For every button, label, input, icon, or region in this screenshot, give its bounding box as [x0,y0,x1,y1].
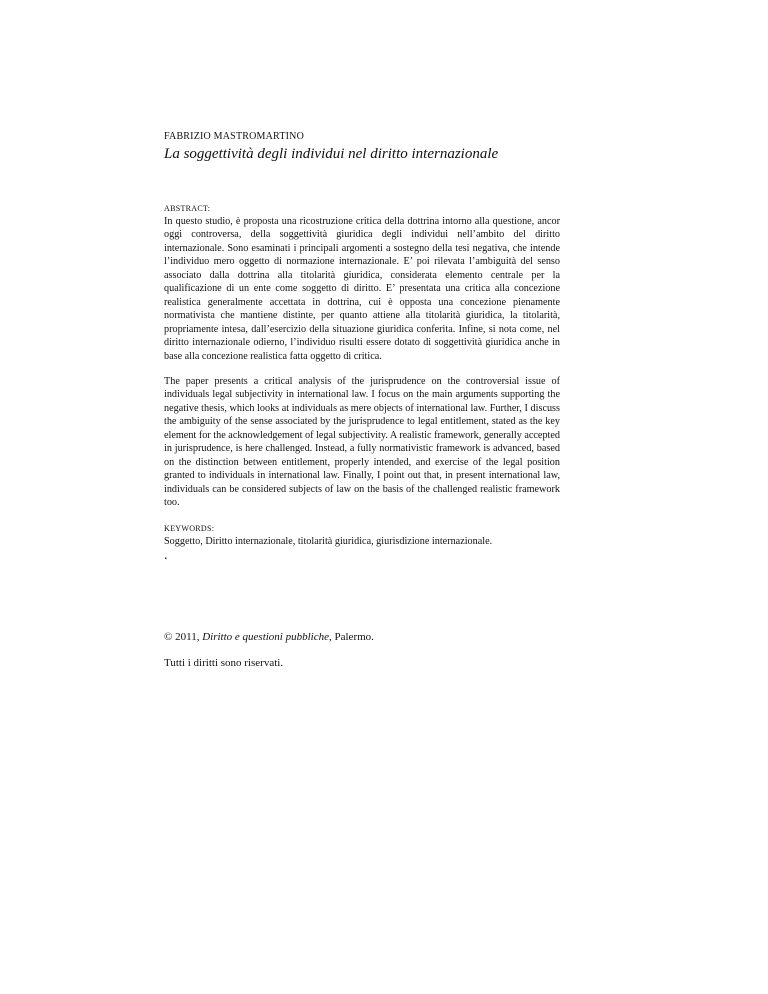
abstract-english: The paper presents a critical analysis of the jurisprudence on the controversial issue of individuals legal subjectivity in international law. I focus on the main arguments supporting the negative thesis, which looks at individuals as mere objects of international law. Further, I discuss the ambiguity of the sense associated by the jurisprudence to legal entitlement, stated as the key element for the acknowledgement of legal subjectivity. A realistic framework, generally accepted in jurisprudence, is here challenged. Instead, a fully normativistic framework is advanced, based on the distinction between entitlement, properly intended, and exercise of the legal position granted to individuals in international law. Finally, I point out that, in present international law, individuals can be considered subjects of law on the basis of the challenged realistic framework too. [164,375,560,509]
keywords-text: Soggetto, Diritto internazionale, titolarità giuridica, giurisdizione internazionale. [164,535,493,547]
article-title: La soggettività degli individui nel diritto internazionale [164,146,499,162]
copyright-suffix: , Palermo. [329,630,374,643]
rights-notice: Tutti i diritti sono riservati. [164,656,284,669]
journal-name: Diritto e questioni pubbliche [202,630,329,643]
abstract-label: ABSTRACT: [164,204,211,213]
stray-mark: . [164,547,168,563]
article-front-page [164,130,560,670]
keywords-label: KEYWORDS: [164,523,215,533]
copyright-line [164,630,560,644]
abstract-italian: In questo studio, è proposta una ricostruzione critica della dottrina intorno alla questione, ancor oggi controversa, della soggettività giuridica degli individui nell’ambito del diritto internazionale. Sono esaminati i principali argomenti a sostegno della tesi negativa, che intende l’individuo mero oggetto di normazione internazionale. E’ poi rilevata l’ambiguità del senso associato dalla dottrina alla titolarità giuridica, considerata elemento centrale per la qualificazione di un ente come soggetto di diritto. E’ presentata una critica alla concezione realistica generalmente accettata in dottrina, cui è opposta una concezione pienamente normativista che mantiene distinte, per quanto attiene alla titolarità giuridica, la titolarità, propriamente intesa, dall’esercizio della situazione giuridica conferita. Infine, si nota come, nel diritto internazionale odierno, l’individuo risulti essere dotato di soggettività giuridica anche in base alla concezione realistica fatta oggetto di critica. [164,216,560,362]
author-name: FABRIZIO MASTROMARTINO [164,131,305,142]
copyright-prefix: © 2011, [164,630,203,643]
